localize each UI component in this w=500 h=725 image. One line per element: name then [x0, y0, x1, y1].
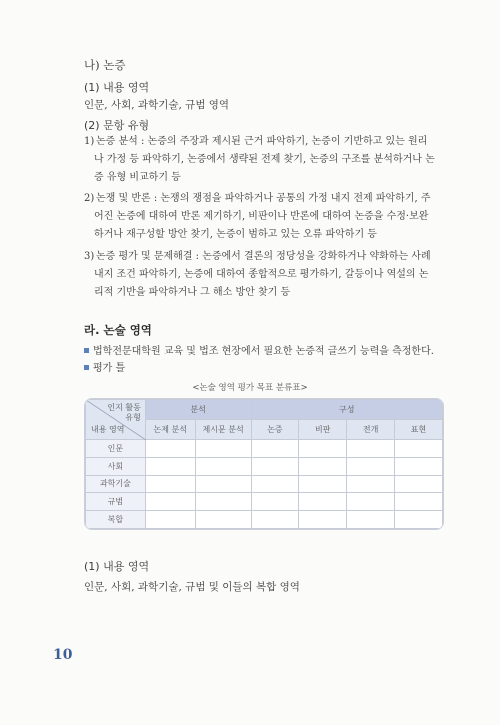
column-header: 표현	[395, 420, 443, 440]
item-line: 리적 기반을 파악하거나 그 해소 방안 찾기 등	[94, 287, 291, 298]
essay-content-area-heading: (1) 내용 영역	[84, 560, 150, 573]
table-corner-cell	[86, 400, 146, 440]
square-bullet-icon	[84, 348, 89, 353]
question-type-heading: (2) 문항 유형	[84, 119, 150, 132]
column-header: 비판	[299, 420, 347, 440]
evaluation-table	[84, 398, 444, 530]
content-area-text: 인문, 사회, 과학기술, 규범 영역	[84, 99, 230, 111]
content-area-heading: (1) 내용 영역	[84, 81, 150, 94]
group-header-composition: 구성	[251, 400, 443, 420]
item-line: 논쟁 및 반론 : 논쟁의 쟁점을 파악하거나 공통의 가정 내지 전제 파악하기, 주	[96, 193, 431, 204]
item-line: 나 가정 등 파악하기, 논증에서 생략된 전제 찾기, 논증의 구조를 분석하거나 논	[94, 154, 435, 165]
item-number: 3)	[84, 251, 95, 262]
column-header: 논제 분석	[145, 420, 195, 440]
corner-label-top	[107, 403, 140, 423]
section-heading-argument: 나) 논증	[84, 58, 126, 72]
corner-label-cognitive: 인지 활동	[107, 403, 141, 412]
group-header-analysis: 분석	[145, 400, 251, 420]
column-header: 전개	[347, 420, 395, 440]
column-header: 제시문 분석	[195, 420, 251, 440]
corner-label-content-area: 내용 영역	[91, 425, 125, 434]
item-line: 증 유형 비교하기 등	[94, 172, 181, 183]
row-header: 과학기술	[86, 475, 146, 493]
item-line: 논증 분석 : 논증의 주장과 제시된 근거 파악하기, 논증이 기반하고 있는 원리	[96, 136, 428, 147]
table-caption: <논술 영역 평가 목표 분류표>	[192, 383, 308, 393]
row-header: 인문	[86, 440, 146, 458]
row-header: 규범	[86, 493, 146, 511]
table-row	[86, 457, 443, 475]
bullet-item	[84, 342, 434, 357]
bullet-text: 법학전문대학원 교육 및 법조 현장에서 필요한 논증적 글쓰기 능력을 측정한다.	[93, 346, 434, 357]
row-header: 복합	[86, 511, 146, 529]
essay-content-area-text: 인문, 사회, 과학기술, 규범 및 이들의 복합 영역	[84, 581, 300, 593]
table-row	[86, 511, 443, 529]
page-number: 10	[53, 647, 73, 663]
table-row	[86, 440, 443, 458]
section-heading-essay: 라. 논술 영역	[84, 323, 152, 337]
table-row	[86, 475, 443, 493]
question-type-item	[84, 133, 459, 187]
bullet-text: 평가 틀	[93, 363, 126, 374]
question-type-item	[84, 248, 459, 302]
question-type-item	[84, 190, 459, 244]
item-line: 논증 평가 및 문제해결 : 논증에서 결론의 정당성을 강화하거나 약화하는 사례	[96, 251, 431, 262]
column-header: 논증	[251, 420, 299, 440]
row-header: 사회	[86, 457, 146, 475]
square-bullet-icon	[84, 365, 89, 370]
item-line: 어진 논증에 대하여 반론 제기하기, 비판이나 반론에 대하여 논증을 수정·보완	[94, 211, 429, 222]
item-line: 하거나 재구성할 방안 찾기, 논증이 범하고 있는 오류 파악하기 등	[94, 229, 377, 240]
bullet-item	[84, 359, 125, 374]
item-line: 내지 조건 파악하기, 논증에 대하여 종합적으로 평가하기, 갈등이나 역설의 논	[94, 269, 429, 280]
table-row	[86, 493, 443, 511]
corner-label-type: 유형	[125, 413, 141, 422]
item-number: 2)	[84, 193, 95, 204]
item-number: 1)	[84, 136, 95, 147]
